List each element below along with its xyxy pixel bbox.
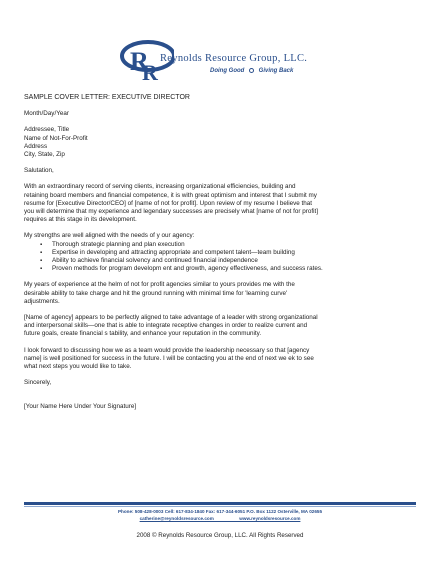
paragraph-line: requires at this stage in its development. <box>24 216 137 224</box>
paragraph-line: [Name of agency] appears to be perfectly aligned to take advantage of a leader with strong organizational <box>24 314 318 322</box>
svg-text:R: R <box>142 60 158 85</box>
paragraph-line: name] is well positioned for success in the future. I will be contacting you at the end of next we ek to see <box>24 354 314 362</box>
paragraph-intro <box>24 183 420 224</box>
address-line: City, State, Zip <box>24 151 65 159</box>
svg-text:R: R <box>130 47 149 76</box>
list-item: ▪ Expertise in developing and attracting appropriate and competent talent—team building <box>40 249 420 257</box>
paragraph-line: With an extraordinary record of serving clients, increasing organizational efficiencies, building and <box>24 183 296 191</box>
company-tagline <box>210 68 293 74</box>
paragraph-line: and interpersonal skills—one that is able to integrate receptive changes in order to realize current and <box>24 322 308 330</box>
strengths-list <box>24 241 420 274</box>
paragraph-line: desirable ability to take charge and hit the ground running with minimal time for 'learning curve' <box>24 289 288 297</box>
paragraph-line: resume for [Executive Director/CEO] of [name of not for profit]. Upon review of my resume I believe that <box>24 199 313 207</box>
company-name: Reynolds Resource Group, LLC. <box>160 53 308 64</box>
footer-contact <box>24 509 416 522</box>
footer-divider <box>24 502 416 505</box>
contact-phone-line: Phone: 508-428-0003 Cell: 617-834-1840 Fax: 617-344-6051 P.O. Box 1122 Osterville, MA 02655 <box>117 509 323 514</box>
signature-placeholder: [Your Name Here Under Your Signature] <box>24 403 137 411</box>
tagline-doing-good: Doing Good <box>210 68 245 75</box>
address-line: Address <box>24 142 48 150</box>
tagline-giving-back: Giving Back <box>258 68 294 75</box>
contact-web-line[interactable]: catherine@reynoldsresource.com www.reynoldsresource.com <box>139 515 301 521</box>
salutation: Salutation, <box>24 167 54 175</box>
letter-title: SAMPLE COVER LETTER: EXECUTIVE DIRECTOR <box>24 94 190 101</box>
footer-divider-thin <box>24 506 416 507</box>
copyright-notice: 2008 © Reynolds Resource Group, LLC. All Rights Reserved <box>136 532 304 539</box>
list-item: ▪ Proven methods for program developm ent and growth, agency effectiveness, and success rates. <box>40 265 420 273</box>
paragraph-line: adjustments. <box>24 297 60 305</box>
recipient-address <box>24 126 420 159</box>
paragraph-experience <box>24 281 420 306</box>
letter-date: Month/Day/Year <box>24 110 69 118</box>
list-item: ▪ Thorough strategic planning and plan execution <box>40 241 420 249</box>
paragraph-line: My years of experience at the helm of not for profit agencies similar to yours provides me with the <box>24 281 295 289</box>
paragraph-alignment <box>24 314 420 339</box>
paragraph-line: what next steps you would like to take. <box>24 363 132 371</box>
paragraph-line: you will determine that my experience and legendary successes are precisely what [name of not for profit] <box>24 208 319 216</box>
cover-letter <box>24 94 420 412</box>
closing: Sincerely, <box>24 379 52 387</box>
paragraph-line: future goals, create financial s tability, and enhance your reputation in the community. <box>24 330 262 338</box>
paragraph-line: I look forward to discussing how we as a team would provide the leadership necessary so that [agency <box>24 346 310 354</box>
address-line: Addressee, Title <box>24 126 70 134</box>
strengths-intro: My strengths are well aligned with the needs of y our agency: <box>24 232 195 240</box>
list-item: ▪ Ability to achieve financial solvency and continued financial independence <box>40 257 420 265</box>
company-logo <box>118 36 328 88</box>
address-line: Name of Not-For-Profit <box>24 134 88 142</box>
paragraph-line: retaining board members and financial competence, it is with great optimism and interest that I submit my <box>24 191 317 199</box>
paragraph-closing <box>24 347 420 372</box>
tagline-separator-icon <box>249 68 254 73</box>
